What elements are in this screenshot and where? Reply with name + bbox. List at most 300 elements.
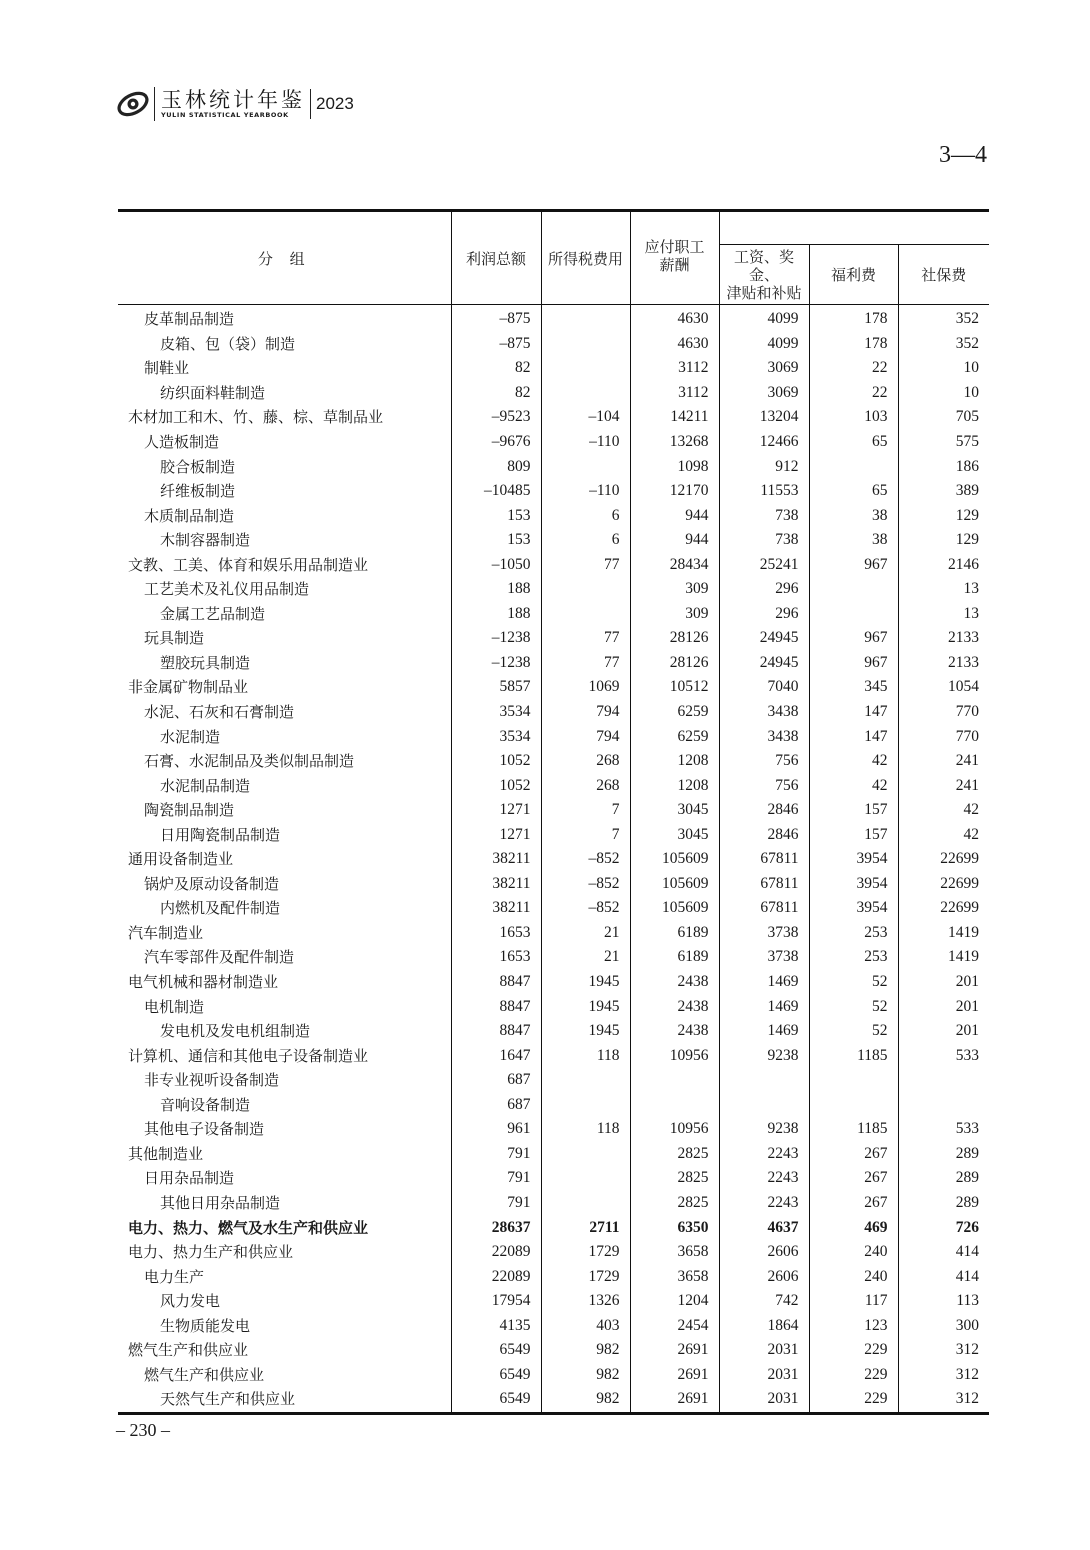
cell-social-security: 13	[898, 577, 989, 602]
row-label: 其他制造业	[128, 1144, 204, 1163]
table-row	[118, 724, 989, 749]
cell-welfare: 267	[809, 1142, 898, 1167]
cell-social-security: 22699	[898, 847, 989, 872]
cell-income-tax: 1729	[541, 1240, 630, 1265]
cell-welfare	[809, 602, 898, 627]
table-row	[118, 602, 989, 627]
cell-payroll: 2825	[630, 1191, 719, 1216]
cell-wages: 9238	[719, 1117, 809, 1142]
table-row	[118, 305, 989, 332]
cell-profit-total: –1238	[451, 651, 541, 676]
col-header-payroll-line2: 薪酬	[659, 256, 690, 274]
cell-social-security: 186	[898, 454, 989, 479]
cell-income-tax: 7	[541, 822, 630, 847]
cell-wages: 738	[719, 528, 809, 553]
cell-income-tax	[541, 332, 630, 357]
cell-welfare: 22	[809, 356, 898, 381]
cell-social-security: 1419	[898, 921, 989, 946]
cell-social-security: 770	[898, 700, 989, 725]
table-row	[118, 381, 989, 406]
cell-income-tax	[541, 454, 630, 479]
cell-income-tax: 1945	[541, 994, 630, 1019]
table-row	[118, 675, 989, 700]
cell-profit-total: 1653	[451, 945, 541, 970]
cell-social-security: 289	[898, 1166, 989, 1191]
cell-profit-total: 1271	[451, 822, 541, 847]
cell-wages: 3738	[719, 945, 809, 970]
cell-profit-total: 791	[451, 1166, 541, 1191]
cell-payroll: 4630	[630, 332, 719, 357]
cell-profit-total: 809	[451, 454, 541, 479]
cell-wages: 1469	[719, 994, 809, 1019]
cell-wages: 3438	[719, 724, 809, 749]
cell-welfare: 3954	[809, 847, 898, 872]
row-label: 电力、热力、燃气及水生产和供应业	[128, 1218, 369, 1237]
cell-wages: 24945	[719, 626, 809, 651]
cell-income-tax: 77	[541, 552, 630, 577]
cell-profit-total: 8847	[451, 970, 541, 995]
row-label: 其他电子设备制造	[144, 1120, 265, 1139]
cell-income-tax: 982	[541, 1363, 630, 1388]
cell-payroll: 2691	[630, 1338, 719, 1363]
table-row	[118, 1289, 989, 1314]
yearbook-title-cn: 玉林统计年鉴	[161, 88, 305, 112]
cell-wages: 2846	[719, 822, 809, 847]
cell-welfare: 253	[809, 945, 898, 970]
cell-profit-total: –1050	[451, 552, 541, 577]
cell-social-security: 312	[898, 1387, 989, 1413]
cell-welfare: 65	[809, 479, 898, 504]
cell-payroll: 3045	[630, 798, 719, 823]
cell-profit-total: 188	[451, 577, 541, 602]
table-row	[118, 847, 989, 872]
row-label: 玩具制造	[144, 629, 205, 648]
cell-payroll: 6259	[630, 700, 719, 725]
row-label: 计算机、通信和其他电子设备制造业	[128, 1046, 369, 1065]
cell-social-security: 770	[898, 724, 989, 749]
cell-wages: 9238	[719, 1043, 809, 1068]
cell-social-security: 22699	[898, 872, 989, 897]
cell-income-tax: –852	[541, 896, 630, 921]
cell-wages: 2031	[719, 1387, 809, 1413]
cell-profit-total: 153	[451, 528, 541, 553]
cell-payroll: 10512	[630, 675, 719, 700]
cell-profit-total: 1647	[451, 1043, 541, 1068]
cell-payroll: 2825	[630, 1166, 719, 1191]
row-label: 日用陶瓷制品制造	[160, 825, 281, 844]
cell-profit-total: 1052	[451, 749, 541, 774]
cell-social-security: 201	[898, 1019, 989, 1044]
cell-welfare: 3954	[809, 896, 898, 921]
cell-wages: 1864	[719, 1313, 809, 1338]
cell-payroll: 2691	[630, 1363, 719, 1388]
cell-wages: 756	[719, 773, 809, 798]
cell-payroll: 3658	[630, 1264, 719, 1289]
cell-payroll: 6259	[630, 724, 719, 749]
row-label: 非金属矿物制品业	[128, 678, 249, 697]
row-label: 日用杂品制造	[144, 1169, 235, 1188]
row-label: 电气机械和器材制造业	[128, 973, 279, 992]
table-row	[118, 822, 989, 847]
cell-welfare: 240	[809, 1264, 898, 1289]
cell-profit-total: –10485	[451, 479, 541, 504]
cell-welfare: 65	[809, 430, 898, 455]
cell-income-tax: 268	[541, 749, 630, 774]
cell-welfare: 229	[809, 1338, 898, 1363]
cell-social-security: 129	[898, 503, 989, 528]
cell-profit-total: –1238	[451, 626, 541, 651]
cell-wages: 2243	[719, 1191, 809, 1216]
cell-wages: 67811	[719, 872, 809, 897]
cell-wages: 4637	[719, 1215, 809, 1240]
cell-profit-total: 6549	[451, 1387, 541, 1413]
table-row	[118, 994, 989, 1019]
col-header-group: 分 组	[118, 211, 451, 305]
cell-welfare: 178	[809, 332, 898, 357]
col-header-wages-line2: 津贴和补贴	[726, 283, 802, 302]
cell-wages: 13204	[719, 405, 809, 430]
cell-payroll: 3658	[630, 1240, 719, 1265]
cell-social-security: 201	[898, 994, 989, 1019]
cell-income-tax: –852	[541, 847, 630, 872]
table-row	[118, 1068, 989, 1093]
cell-social-security: 10	[898, 356, 989, 381]
cell-income-tax: 1326	[541, 1289, 630, 1314]
cell-payroll: 1208	[630, 749, 719, 774]
row-label: 水泥制造	[160, 727, 221, 746]
cell-payroll	[630, 1068, 719, 1093]
cell-profit-total: 188	[451, 602, 541, 627]
cell-social-security: 241	[898, 749, 989, 774]
row-label: 生物质能发电	[160, 1316, 251, 1335]
cell-social-security: 42	[898, 798, 989, 823]
table-row	[118, 1117, 989, 1142]
cell-profit-total: 687	[451, 1093, 541, 1118]
cell-social-security: 289	[898, 1191, 989, 1216]
cell-income-tax: 77	[541, 651, 630, 676]
cell-social-security: 22699	[898, 896, 989, 921]
cell-income-tax: 794	[541, 724, 630, 749]
cell-profit-total: 38211	[451, 847, 541, 872]
cell-wages: 3069	[719, 381, 809, 406]
row-label: 燃气生产和供应业	[128, 1341, 249, 1360]
row-label: 纺织面料鞋制造	[160, 383, 266, 402]
table-row	[118, 479, 989, 504]
cell-welfare	[809, 577, 898, 602]
cell-income-tax: 268	[541, 773, 630, 798]
col-header-income-tax: 所得税费用	[541, 211, 630, 305]
cell-wages: 3069	[719, 356, 809, 381]
cell-welfare	[809, 1093, 898, 1118]
cell-profit-total: 791	[451, 1142, 541, 1167]
cell-welfare: 52	[809, 1019, 898, 1044]
cell-income-tax: 21	[541, 945, 630, 970]
cell-welfare: 469	[809, 1215, 898, 1240]
cell-payroll	[630, 1093, 719, 1118]
cell-payroll: 2438	[630, 970, 719, 995]
row-label: 皮箱、包（袋）制造	[160, 334, 296, 353]
cell-payroll: 1208	[630, 773, 719, 798]
cell-income-tax: –104	[541, 405, 630, 430]
table-row	[118, 1313, 989, 1338]
cell-profit-total: 961	[451, 1117, 541, 1142]
cell-welfare: 229	[809, 1387, 898, 1413]
row-label: 汽车制造业	[128, 923, 204, 942]
cell-income-tax: 982	[541, 1387, 630, 1413]
table-row	[118, 626, 989, 651]
col-header-profit-total: 利润总额	[451, 211, 541, 305]
cell-welfare	[809, 1068, 898, 1093]
table-row	[118, 1142, 989, 1167]
row-label: 发电机及发电机组制造	[160, 1022, 311, 1041]
cell-wages: 25241	[719, 552, 809, 577]
cell-social-security: 312	[898, 1338, 989, 1363]
cell-welfare: 42	[809, 749, 898, 774]
cell-payroll: 6189	[630, 945, 719, 970]
table-row	[118, 1019, 989, 1044]
row-label: 水泥、石灰和石膏制造	[144, 703, 295, 722]
cell-income-tax	[541, 381, 630, 406]
cell-payroll: 944	[630, 528, 719, 553]
table-row	[118, 1093, 989, 1118]
cell-welfare: 157	[809, 798, 898, 823]
cell-wages: 4099	[719, 332, 809, 357]
cell-income-tax	[541, 1142, 630, 1167]
cell-payroll: 2825	[630, 1142, 719, 1167]
cell-income-tax: –110	[541, 430, 630, 455]
col-header-wages-line1: 工资、奖金、	[733, 247, 794, 284]
cell-profit-total: –875	[451, 332, 541, 357]
cell-payroll: 1204	[630, 1289, 719, 1314]
cell-profit-total: 22089	[451, 1240, 541, 1265]
col-header-payroll-breakdown	[719, 211, 989, 245]
cell-wages: 742	[719, 1289, 809, 1314]
cell-income-tax: 118	[541, 1117, 630, 1142]
cell-payroll: 944	[630, 503, 719, 528]
table-row	[118, 1166, 989, 1191]
row-label: 非专业视听设备制造	[144, 1071, 280, 1090]
cell-profit-total: 38211	[451, 872, 541, 897]
row-label: 内燃机及配件制造	[160, 899, 281, 918]
cell-income-tax	[541, 1093, 630, 1118]
cell-profit-total: 3534	[451, 700, 541, 725]
col-header-payroll-line1: 应付职工	[644, 238, 705, 256]
cell-profit-total: 153	[451, 503, 541, 528]
cell-welfare: 1185	[809, 1043, 898, 1068]
row-label: 纤维板制造	[160, 482, 236, 501]
row-label: 石膏、水泥制品及类似制品制造	[144, 752, 355, 771]
cell-income-tax: –110	[541, 479, 630, 504]
table-row	[118, 651, 989, 676]
cell-social-security: 705	[898, 405, 989, 430]
cell-social-security: 389	[898, 479, 989, 504]
cell-wages: 3738	[719, 921, 809, 946]
row-label: 木材加工和木、竹、藤、棕、草制品业	[128, 408, 384, 427]
cell-welfare: 229	[809, 1363, 898, 1388]
cell-profit-total: 28637	[451, 1215, 541, 1240]
cell-payroll: 2691	[630, 1387, 719, 1413]
cell-profit-total: 17954	[451, 1289, 541, 1314]
cell-social-security: 312	[898, 1363, 989, 1388]
row-label: 木制容器制造	[160, 531, 251, 550]
cell-wages: 1469	[719, 1019, 809, 1044]
row-label: 通用设备制造业	[128, 850, 234, 869]
table-row	[118, 430, 989, 455]
cell-income-tax: 403	[541, 1313, 630, 1338]
cell-income-tax: 1729	[541, 1264, 630, 1289]
cell-income-tax	[541, 356, 630, 381]
col-header-social-security: 社保费	[898, 245, 989, 305]
cell-payroll: 105609	[630, 896, 719, 921]
cell-wages: 2243	[719, 1166, 809, 1191]
table-row	[118, 1043, 989, 1068]
table-row	[118, 454, 989, 479]
row-label: 人造板制造	[144, 433, 220, 451]
cell-payroll: 28126	[630, 651, 719, 676]
table-row	[118, 1387, 989, 1413]
table-row	[118, 749, 989, 774]
cell-payroll: 105609	[630, 872, 719, 897]
table-row	[118, 1191, 989, 1216]
row-label: 皮革制品制造	[144, 310, 235, 329]
cell-welfare: 38	[809, 528, 898, 553]
cell-welfare: 967	[809, 651, 898, 676]
cell-wages: 11553	[719, 479, 809, 504]
table-row	[118, 552, 989, 577]
row-label: 锅炉及原动设备制造	[144, 874, 280, 893]
cell-welfare: 240	[809, 1240, 898, 1265]
cell-profit-total: 791	[451, 1191, 541, 1216]
cell-profit-total: 6549	[451, 1363, 541, 1388]
cell-income-tax	[541, 1191, 630, 1216]
yearbook-title	[154, 87, 305, 121]
cell-social-security: 533	[898, 1117, 989, 1142]
cell-welfare: 967	[809, 626, 898, 651]
cell-social-security: 414	[898, 1264, 989, 1289]
cell-payroll: 2438	[630, 994, 719, 1019]
cell-income-tax	[541, 1068, 630, 1093]
cell-profit-total: 6549	[451, 1338, 541, 1363]
cell-welfare: 3954	[809, 872, 898, 897]
cell-social-security: 414	[898, 1240, 989, 1265]
cell-wages: 3438	[719, 700, 809, 725]
row-label: 文教、工美、体育和娱乐用品制造业	[128, 555, 369, 574]
cell-social-security	[898, 1068, 989, 1093]
cell-wages: 67811	[719, 896, 809, 921]
cell-wages	[719, 1068, 809, 1093]
cell-wages: 2846	[719, 798, 809, 823]
cell-social-security: 129	[898, 528, 989, 553]
cell-payroll: 28434	[630, 552, 719, 577]
cell-payroll: 1098	[630, 454, 719, 479]
cell-income-tax: 118	[541, 1043, 630, 1068]
table-row	[118, 1215, 989, 1240]
table-row	[118, 356, 989, 381]
table-row	[118, 945, 989, 970]
cell-social-security: 352	[898, 305, 989, 332]
table-row	[118, 700, 989, 725]
cell-wages: 1469	[719, 970, 809, 995]
row-label: 胶合板制造	[160, 457, 236, 476]
cell-social-security: 575	[898, 430, 989, 455]
row-label: 木质制品制造	[144, 506, 235, 525]
cell-profit-total: 1653	[451, 921, 541, 946]
cell-social-security: 726	[898, 1215, 989, 1240]
cell-social-security: 2146	[898, 552, 989, 577]
cell-welfare: 52	[809, 994, 898, 1019]
cell-wages: 12466	[719, 430, 809, 455]
cell-income-tax: 7	[541, 798, 630, 823]
table-row	[118, 503, 989, 528]
cell-income-tax	[541, 577, 630, 602]
yearbook-year: 2023	[310, 89, 354, 119]
row-label: 水泥制品制造	[160, 776, 251, 795]
cell-profit-total: –9523	[451, 405, 541, 430]
cell-wages: 67811	[719, 847, 809, 872]
cell-welfare: 123	[809, 1313, 898, 1338]
cell-welfare: 147	[809, 724, 898, 749]
row-label: 燃气生产和供应业	[144, 1365, 265, 1384]
cell-payroll: 4630	[630, 305, 719, 332]
cell-payroll: 3045	[630, 822, 719, 847]
cell-welfare	[809, 454, 898, 479]
cell-welfare: 103	[809, 405, 898, 430]
cell-profit-total: –9676	[451, 430, 541, 455]
cell-profit-total: 4135	[451, 1313, 541, 1338]
cell-profit-total: 1271	[451, 798, 541, 823]
col-header-welfare: 福利费	[809, 245, 898, 305]
cell-payroll: 14211	[630, 405, 719, 430]
cell-payroll: 10956	[630, 1043, 719, 1068]
cell-wages: 2243	[719, 1142, 809, 1167]
cell-income-tax	[541, 602, 630, 627]
cell-welfare: 253	[809, 921, 898, 946]
cell-profit-total: –875	[451, 305, 541, 332]
yearbook-title-en: YULIN STATISTICAL YEARBOOK	[161, 111, 289, 119]
cell-payroll: 105609	[630, 847, 719, 872]
cell-wages: 296	[719, 577, 809, 602]
cell-social-security: 42	[898, 822, 989, 847]
cell-welfare: 267	[809, 1191, 898, 1216]
cell-profit-total: 38211	[451, 896, 541, 921]
table-row	[118, 1338, 989, 1363]
table-row	[118, 921, 989, 946]
cell-payroll: 10956	[630, 1117, 719, 1142]
cell-income-tax: 2711	[541, 1215, 630, 1240]
row-label: 天然气生产和供应业	[160, 1390, 296, 1409]
cell-income-tax: 1945	[541, 1019, 630, 1044]
cell-welfare: 22	[809, 381, 898, 406]
table-row	[118, 872, 989, 897]
cell-income-tax: 6	[541, 503, 630, 528]
cell-profit-total: 82	[451, 356, 541, 381]
cell-wages: 738	[719, 503, 809, 528]
cell-payroll: 2454	[630, 1313, 719, 1338]
page-number: – 230 –	[116, 1420, 170, 1440]
table-row	[118, 332, 989, 357]
cell-income-tax	[541, 1166, 630, 1191]
table-row	[118, 405, 989, 430]
cell-profit-total: 687	[451, 1068, 541, 1093]
row-label: 金属工艺品制造	[160, 604, 266, 623]
cell-profit-total: 8847	[451, 1019, 541, 1044]
cell-wages: 2031	[719, 1338, 809, 1363]
table-row	[118, 1363, 989, 1388]
cell-welfare: 1185	[809, 1117, 898, 1142]
cell-income-tax: 982	[541, 1338, 630, 1363]
table-row	[118, 1264, 989, 1289]
row-label: 风力发电	[160, 1292, 221, 1311]
